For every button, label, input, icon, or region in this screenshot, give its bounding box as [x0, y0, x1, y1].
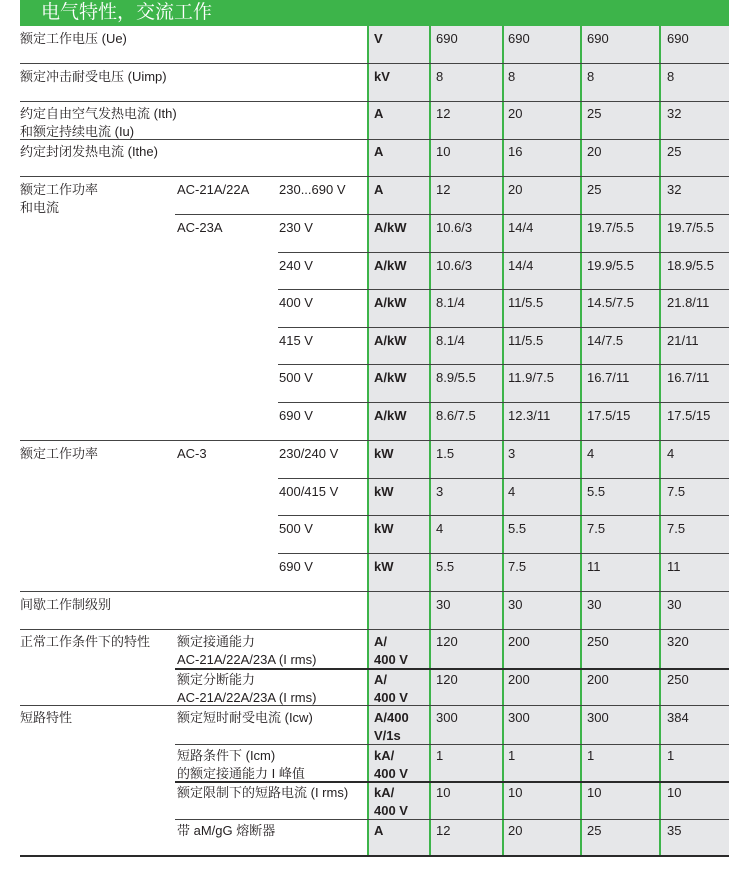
- value-cell: 690: [508, 31, 530, 46]
- column-divider: [367, 0, 369, 856]
- unit-cell: A/400: [374, 710, 409, 725]
- value-cell: 8: [436, 69, 444, 84]
- value-cell: 690: [667, 31, 689, 46]
- row-label: AC-21A/22A/23A (I rms): [177, 690, 317, 705]
- value-cell: 12: [436, 823, 451, 839]
- value-cell: 17.5/15: [587, 408, 631, 423]
- category-label: AC-3: [177, 446, 207, 461]
- row-label: 和额定持续电流 (Iu): [20, 124, 135, 139]
- value-cell: 11/5.5: [508, 332, 544, 348]
- value-cell: 300: [587, 710, 609, 725]
- value-cell: 19.7/5.5: [587, 220, 634, 235]
- voltage-label: 500 V: [279, 370, 313, 386]
- value-cell: 300: [436, 710, 458, 725]
- column-divider: [659, 0, 661, 856]
- value-cell: 3: [436, 483, 444, 499]
- row-divider: [20, 591, 729, 592]
- value-cell: 25: [587, 823, 602, 839]
- unit-cell: A/: [374, 634, 387, 649]
- row-divider: [278, 478, 729, 479]
- value-cell: 10.6/3: [436, 257, 473, 273]
- value-cell: 1: [436, 747, 444, 763]
- unit-cell: kW: [374, 558, 394, 574]
- voltage-label: 690 V: [279, 408, 313, 423]
- section-header: [20, 0, 729, 26]
- value-cell: 16: [508, 144, 523, 159]
- value-cell: 10.6/3: [436, 220, 473, 235]
- category-label: AC-23A: [177, 220, 223, 235]
- section-label: 和电流: [20, 200, 60, 215]
- value-cell: 5.5: [508, 521, 527, 537]
- section-label: 额定工作功率: [20, 446, 99, 461]
- row-divider: [20, 101, 729, 102]
- value-cell: 11: [587, 558, 601, 574]
- row-divider: [175, 819, 729, 820]
- value-cell: 30: [667, 597, 682, 612]
- value-cell: 5.5: [587, 483, 606, 499]
- value-cell: 16.7/11: [667, 370, 710, 386]
- row-divider: [20, 63, 729, 64]
- row-divider: [175, 214, 729, 215]
- voltage-label: 230 V: [279, 220, 313, 235]
- value-cell: 7.5: [667, 521, 686, 537]
- unit-cell: A: [374, 144, 384, 159]
- unit-cell: kA/: [374, 785, 395, 801]
- value-cell: 21/11: [667, 332, 699, 348]
- value-cell: 690: [587, 31, 609, 46]
- column-divider: [580, 0, 582, 856]
- value-cell: 14.5/7.5: [587, 295, 634, 311]
- value-cell: 4: [667, 446, 675, 461]
- row-divider: [278, 364, 729, 365]
- value-cell: 18.9/5.5: [667, 257, 714, 273]
- row-divider: [278, 289, 729, 290]
- section-label: 正常工作条件下的特性: [20, 634, 151, 649]
- column-divider: [429, 0, 431, 856]
- value-cell: 384: [667, 710, 689, 725]
- unit-cell: A/: [374, 672, 387, 687]
- value-cell: 10: [587, 785, 602, 801]
- value-cell: 10: [508, 785, 523, 801]
- value-cell: 11/5.5: [508, 295, 544, 311]
- row-label: 带 aM/gG 熔断器: [177, 823, 276, 839]
- voltage-label: 690 V: [279, 558, 313, 574]
- value-cell: 4: [587, 446, 595, 461]
- value-cell: 4: [436, 521, 444, 537]
- value-cell: 20: [508, 106, 523, 121]
- value-cell: 12.3/11: [508, 408, 551, 423]
- value-cell: 8: [508, 69, 516, 84]
- unit-cell: kW: [374, 483, 394, 499]
- row-divider: [20, 440, 729, 441]
- value-cell: 12: [436, 106, 451, 121]
- value-cell: 8.1/4: [436, 332, 465, 348]
- value-cell: 4: [508, 483, 516, 499]
- value-cell: 300: [508, 710, 530, 725]
- value-cell: 10: [436, 785, 451, 801]
- value-cell: 30: [508, 597, 523, 612]
- value-cell: 19.9/5.5: [587, 257, 634, 273]
- section-label: 短路特性: [20, 710, 73, 725]
- value-cell: 32: [667, 106, 682, 121]
- row-label: 额定冲击耐受电压 (Uimp): [20, 69, 167, 84]
- voltage-label: 230...690 V: [279, 182, 346, 197]
- row-label: 额定接通能力: [177, 634, 256, 649]
- row-divider: [278, 515, 729, 516]
- unit-cell: kW: [374, 521, 394, 537]
- value-cell: 30: [587, 597, 602, 612]
- row-label: 约定封闭发热电流 (Ithe): [20, 144, 158, 159]
- unit-cell: A: [374, 106, 384, 121]
- row-divider: [278, 327, 729, 328]
- row-divider: [278, 252, 729, 253]
- value-cell: 200: [508, 672, 530, 687]
- unit-cell: A: [374, 182, 384, 197]
- row-divider: [175, 744, 729, 745]
- value-cell: 17.5/15: [667, 408, 711, 423]
- value-cell: 14/4: [508, 220, 534, 235]
- unit-cell: A/kW: [374, 370, 407, 386]
- row-label: 间歇工作制级别: [20, 597, 112, 612]
- value-cell: 20: [587, 144, 602, 159]
- row-divider: [20, 629, 729, 630]
- value-cell: 7.5: [587, 521, 606, 537]
- unit-cell: A/kW: [374, 220, 407, 235]
- voltage-label: 240 V: [279, 257, 313, 273]
- value-cell: 8.6/7.5: [436, 408, 476, 423]
- value-cell: 12: [436, 182, 451, 197]
- voltage-label: 415 V: [279, 332, 313, 348]
- value-cell: 1: [508, 747, 516, 763]
- value-cell: 10: [667, 785, 682, 801]
- value-cell: 16.7/11: [587, 370, 630, 386]
- value-cell: 320: [667, 634, 689, 649]
- section-label: 额定工作功率: [20, 182, 99, 197]
- value-cell: 35: [667, 823, 682, 839]
- value-cell: 8: [587, 69, 595, 84]
- value-cell: 14/4: [508, 257, 534, 273]
- value-cell: 25: [667, 144, 682, 159]
- row-label: 额定限制下的短路电流 (I rms): [177, 785, 349, 801]
- value-cell: 32: [667, 182, 682, 197]
- row-divider: [278, 402, 729, 403]
- voltage-label: 400 V: [279, 295, 313, 311]
- row-label: 约定自由空气发热电流 (Ith): [20, 106, 177, 121]
- value-cell: 11.9/7.5: [508, 370, 555, 386]
- unit-cell: A/kW: [374, 332, 407, 348]
- row-label: 额定分断能力: [177, 672, 256, 687]
- value-cell: 250: [667, 672, 689, 687]
- row-label: 的额定接通能力 I 峰值: [177, 765, 305, 781]
- value-cell: 120: [436, 634, 458, 649]
- unit-cell: A/kW: [374, 408, 407, 423]
- unit-cell: kW: [374, 446, 394, 461]
- value-cell: 1: [667, 747, 675, 763]
- value-cell: 19.7/5.5: [667, 220, 714, 235]
- value-cell: 10: [436, 144, 451, 159]
- unit-cell: 400 V: [374, 652, 408, 667]
- value-cell: 690: [436, 31, 458, 46]
- value-cell: 20: [508, 182, 523, 197]
- value-cell: 25: [587, 106, 602, 121]
- value-cell: 21.8/11: [667, 295, 710, 311]
- column-divider: [502, 0, 504, 856]
- voltage-label: 500 V: [279, 521, 313, 537]
- value-cell: 20: [508, 823, 523, 839]
- unit-cell: A/kW: [374, 295, 407, 311]
- unit-cell: V: [374, 31, 383, 46]
- unit-cell: 400 V: [374, 765, 408, 781]
- value-cell: 8: [667, 69, 675, 84]
- value-cell: 14/7.5: [587, 332, 624, 348]
- value-cell: 7.5: [508, 558, 527, 574]
- value-cell: 30: [436, 597, 451, 612]
- row-divider: [278, 553, 729, 554]
- row-label: AC-21A/22A/23A (I rms): [177, 652, 317, 667]
- unit-cell: A: [374, 823, 384, 839]
- value-cell: 25: [587, 182, 602, 197]
- value-cell: 11: [667, 558, 681, 574]
- value-cell: 1.5: [436, 446, 455, 461]
- unit-cell: V/1s: [374, 728, 401, 743]
- value-cell: 8.1/4: [436, 295, 465, 311]
- unit-cell: 400 V: [374, 803, 408, 819]
- unit-cell: 400 V: [374, 690, 408, 705]
- row-label: 短路条件下 (Icm): [177, 747, 276, 763]
- unit-cell: kA/: [374, 747, 395, 763]
- voltage-label: 230/240 V: [279, 446, 339, 461]
- category-label: AC-21A/22A: [177, 182, 250, 197]
- value-cell: 200: [587, 672, 609, 687]
- value-cell: 5.5: [436, 558, 455, 574]
- unit-cell: A/kW: [374, 257, 407, 273]
- value-cell: 120: [436, 672, 458, 687]
- value-cell: 7.5: [667, 483, 686, 499]
- value-cell: 1: [587, 747, 595, 763]
- value-cell: 200: [508, 634, 530, 649]
- row-divider: [20, 855, 729, 857]
- row-divider: [20, 176, 729, 177]
- value-cell: 3: [508, 446, 516, 461]
- value-cell: 8.9/5.5: [436, 370, 476, 386]
- row-label: 额定工作电压 (Ue): [20, 31, 127, 46]
- section-title: 电气特性，交流工作: [41, 2, 213, 23]
- voltage-label: 400/415 V: [279, 483, 339, 499]
- value-cell: 250: [587, 634, 609, 649]
- row-label: 额定短时耐受电流 (Icw): [177, 710, 313, 725]
- unit-cell: kV: [374, 69, 390, 84]
